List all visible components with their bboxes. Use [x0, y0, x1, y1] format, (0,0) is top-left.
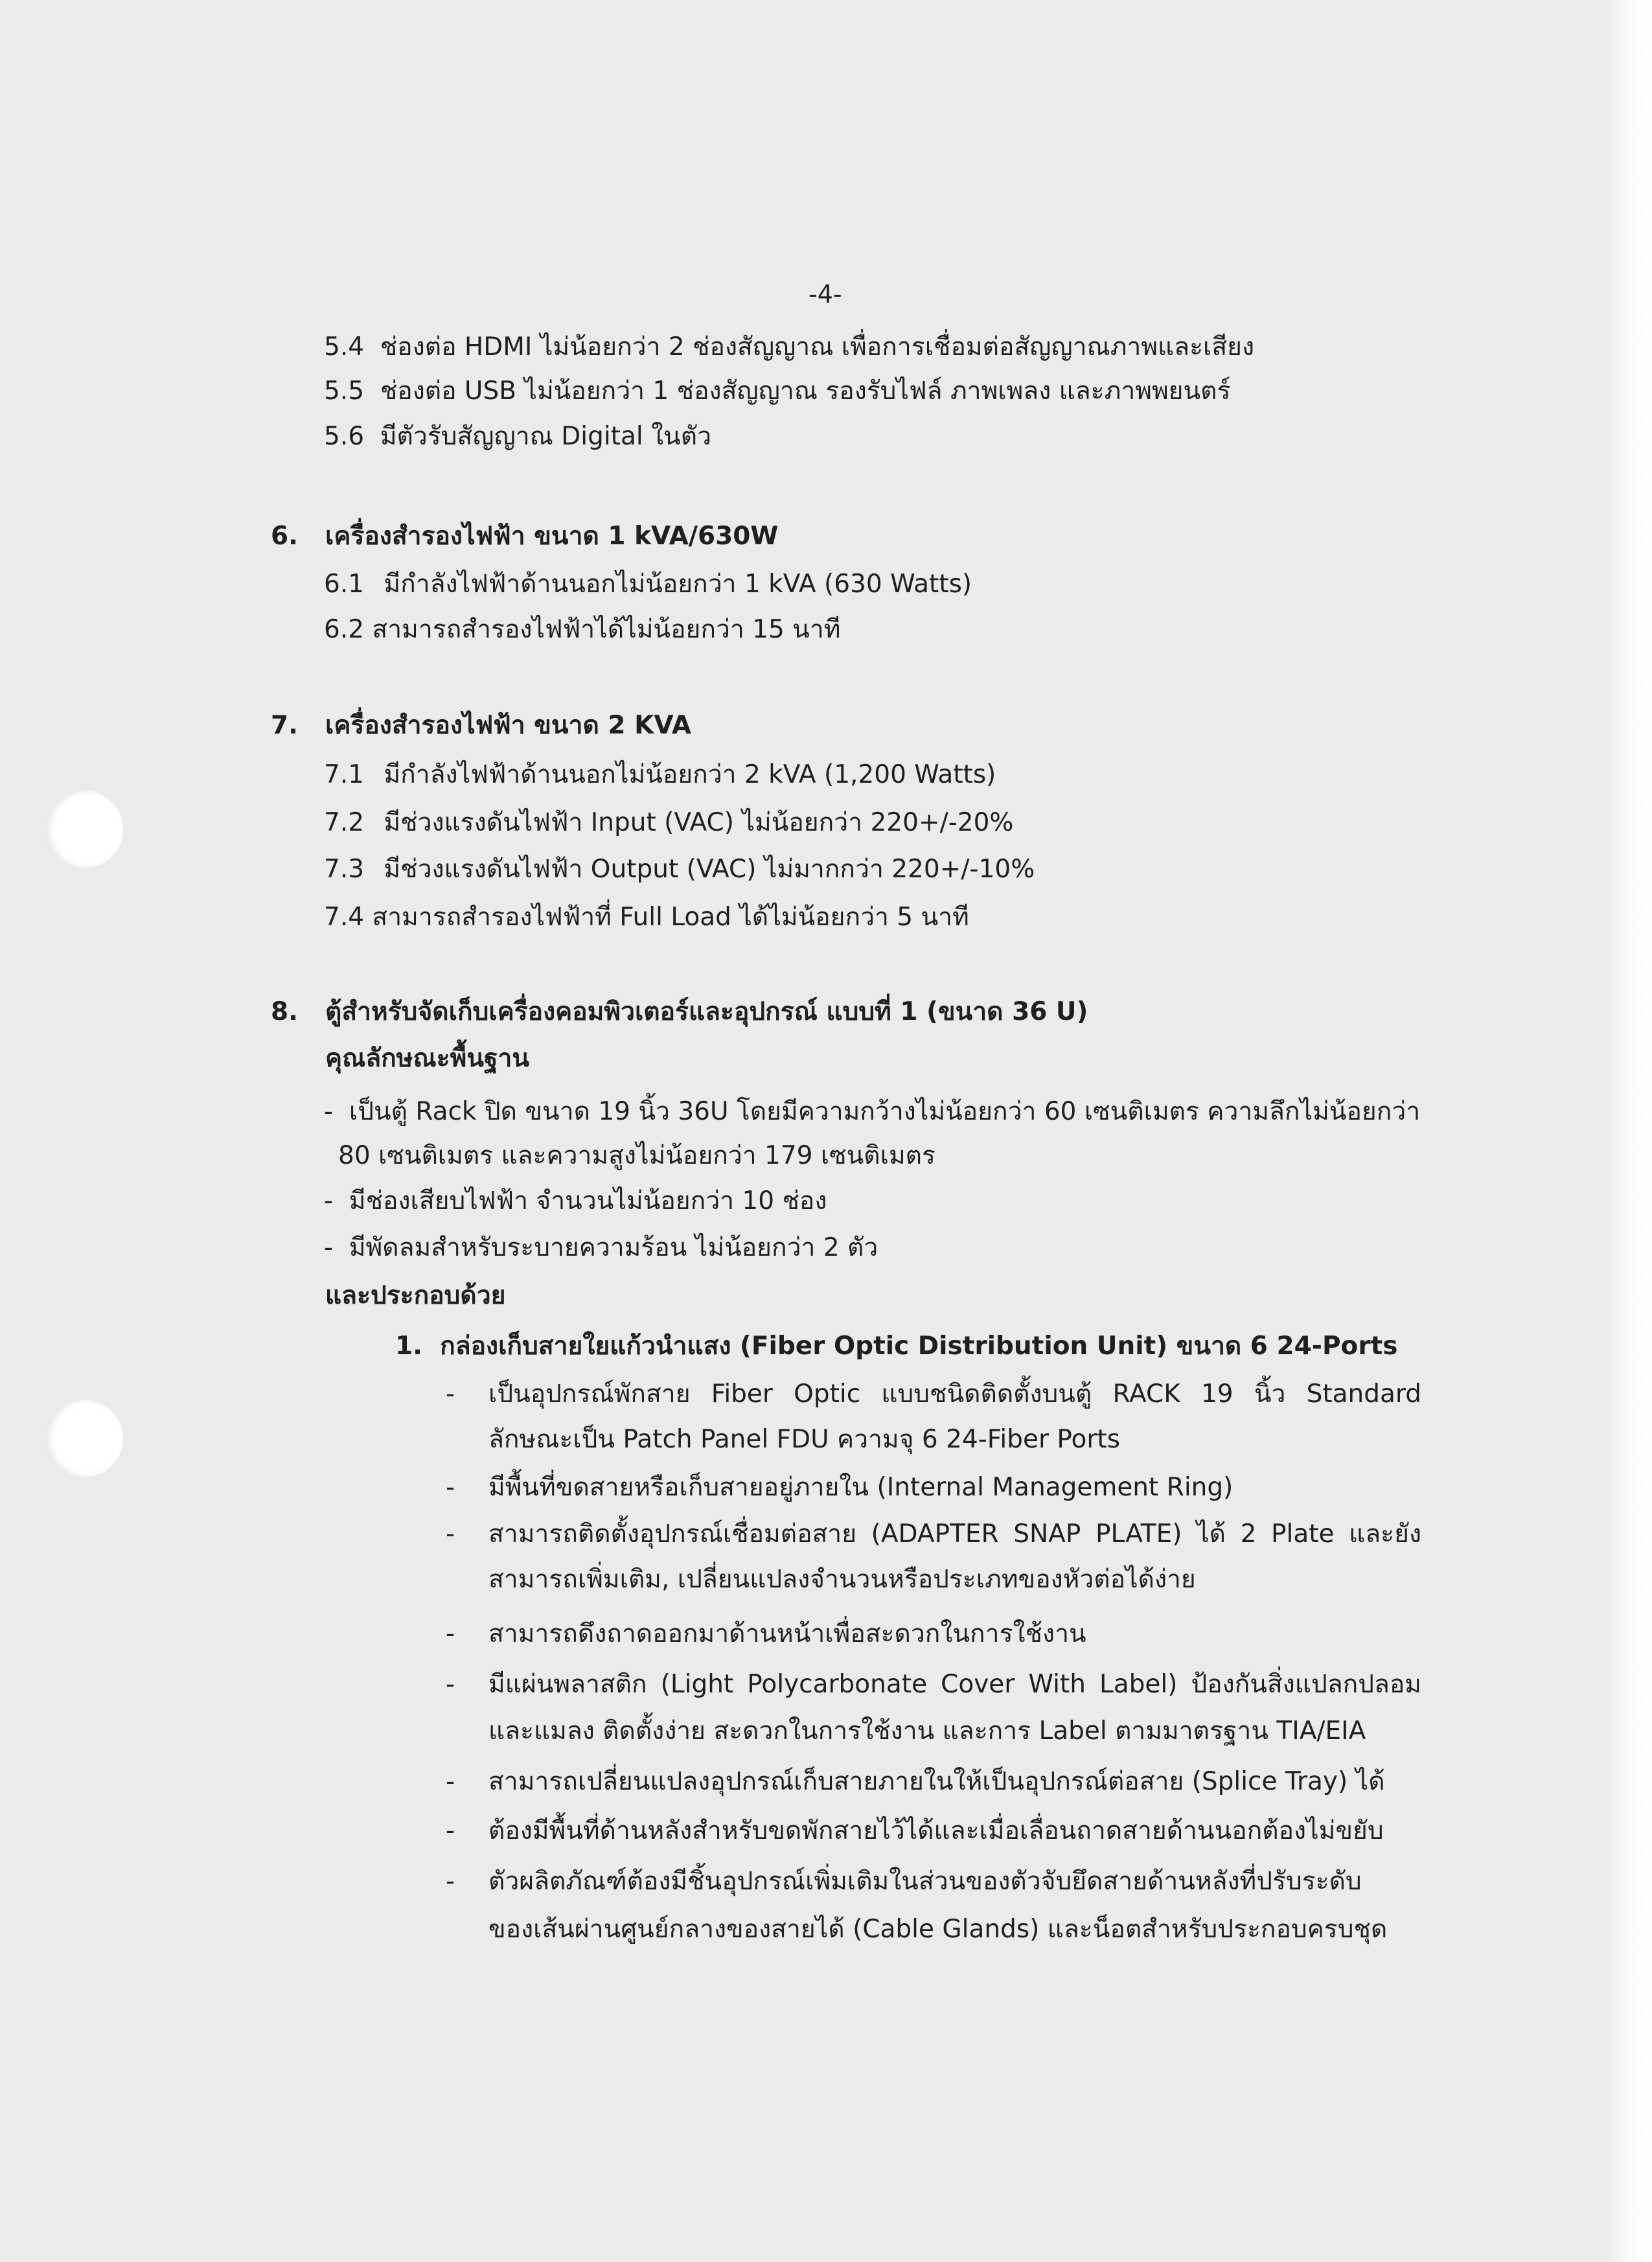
bullet-continuation: และแมลง ติดตั้งง่าย สะดวกในการใช้งาน และการ Label ตามมาตรฐาน TIA/EIA — [488, 1716, 1366, 1746]
punch-hole — [45, 1400, 123, 1477]
subsection-number: 1. — [395, 1332, 422, 1361]
bullet-dash: - — [324, 1097, 334, 1126]
section-number: 8. — [271, 997, 298, 1026]
item-text: มีกำลังไฟฟ้าด้านนอกไม่น้อยกว่า 1 kVA (630 Watts) — [384, 570, 972, 599]
section-subheading: คุณลักษณะพื้นฐาน — [325, 1044, 530, 1073]
item-number: 5.5 — [324, 376, 365, 406]
bullet-item — [324, 1094, 1420, 1130]
bullet-text: มีพัดลมสำหรับระบายความร้อน ไม่น้อยกว่า 2 ตัว — [349, 1233, 878, 1262]
bullet-text: เป็นตู้ Rack ปิด ขนาด 19 นิ้ว 36U โดยมีความกว้างไม่น้อยกว่า 60 เซนติเมตร ความลึกไม่น้อยกว่า — [349, 1097, 1421, 1126]
bullet-continuation: 80 เซนติเมตร และความสูงไม่น้อยกว่า 179 เซนติเมตร — [338, 1141, 935, 1170]
bullet-text: สามารถดึงถาดออกมาด้านหน้าเพื่อสะดวกในการใช้งาน — [488, 1619, 1086, 1648]
bullet-continuation: ของเส้นผ่านศูนย์กลางของสายได้ (Cable Glands) และน็อตสำหรับประกอบครบชุด — [488, 1915, 1388, 1944]
bullet-text: ต้องมีพื้นที่ด้านหลังสำหรับขดพักสายไว้ได้และเมื่อเลื่อนถาดสายด้านนอกต้องไม่ขยับ — [488, 1816, 1384, 1845]
list-item: 6.2 สามารถสำรองไฟฟ้าได้ไม่น้อยกว่า 15 นาที — [324, 615, 841, 644]
bullet-dash: - — [446, 1670, 455, 1699]
list-item — [324, 851, 1035, 888]
bullet-dash: - — [446, 1767, 455, 1796]
bullet-dash: - — [446, 1519, 455, 1549]
bullet-text: มีแผ่นพลาสติก (Light Polycarbonate Cover With Label) ป้องกันสิ่งแปลกปลอม — [488, 1670, 1421, 1699]
page-number: -4- — [809, 280, 842, 308]
bullet-text: มีช่องเสียบไฟฟ้า จำนวนไม่น้อยกว่า 10 ช่อง — [349, 1186, 827, 1216]
list-item — [324, 566, 972, 603]
item-text: ช่องต่อ HDMI ไม่น้อยกว่า 2 ช่องสัญญาณ เพื่อการเชื่อมต่อสัญญาณภาพและเสียง — [380, 332, 1255, 362]
bullet-dash: - — [446, 1867, 455, 1896]
list-item — [324, 419, 711, 455]
bullet-dash: - — [324, 1233, 334, 1262]
bullet-item — [324, 1183, 827, 1219]
bullet-text: มีพื้นที่ขดสายหรือเก็บสายอยู่ภายใน (Internal Management Ring) — [488, 1473, 1233, 1502]
page-edge — [1607, 0, 1652, 2262]
section-heading: ตู้สำหรับจัดเก็บเครื่องคอมพิวเตอร์และอุปกรณ์ แบบที่ 1 (ขนาด 36 U) — [325, 997, 1088, 1026]
item-number: 6.1 — [324, 570, 365, 599]
item-text: ช่องต่อ USB ไม่น้อยกว่า 1 ช่องสัญญาณ รองรับไฟล์ ภาพเพลง และภาพพยนตร์ — [380, 376, 1231, 406]
bullet-dash: - — [324, 1186, 334, 1216]
item-text: มีช่วงแรงดันไฟฟ้า Input (VAC) ไม่น้อยกว่า 220+/-20% — [384, 808, 1014, 837]
list-item: 7.4 สามารถสำรองไฟฟ้าที่ Full Load ได้ไม่น้อยกว่า 5 นาที — [324, 903, 969, 932]
item-text: มีตัวรับสัญญาณ Digital ในตัว — [380, 422, 712, 451]
item-text: มีช่วงแรงดันไฟฟ้า Output (VAC) ไม่มากกว่า 220+/-10% — [384, 855, 1035, 884]
item-number: 5.6 — [324, 422, 365, 451]
list-item — [324, 805, 1013, 841]
bullet-dash: - — [446, 1619, 455, 1648]
consists-of-label: และประกอบด้วย — [325, 1281, 506, 1310]
section-number: 7. — [271, 711, 298, 740]
bullet-text: สามารถติดตั้งอุปกรณ์เชื่อมต่อสาย (ADAPTER SNAP PLATE) ได้ 2 Plate และยัง — [488, 1519, 1421, 1549]
punch-hole — [45, 791, 123, 868]
bullet-dash: - — [446, 1816, 455, 1845]
bullet-dash: - — [446, 1379, 455, 1409]
subsection-title: กล่องเก็บสายใยแก้วนำแสง (Fiber Optic Distribution Unit) ขนาด 6 24-Ports — [440, 1332, 1398, 1361]
list-item — [324, 757, 996, 793]
section-heading: เครื่องสำรองไฟฟ้า ขนาด 2 KVA — [325, 711, 692, 740]
list-item — [324, 373, 1230, 410]
bullet-text: สามารถเปลี่ยนแปลงอุปกรณ์เก็บสายภายในให้เป็นอุปกรณ์ต่อสาย (Splice Tray) ได้ — [488, 1767, 1385, 1796]
item-number: 7.2 — [324, 808, 365, 837]
item-number: 7.3 — [324, 855, 365, 884]
bullet-text: ตัวผลิตภัณฑ์ต้องมีชิ้นอุปกรณ์เพิ่มเติมในส่วนของตัวจับยึดสายด้านหลังที่ปรับระดับ — [488, 1867, 1362, 1896]
item-number: 5.4 — [324, 332, 365, 362]
section-heading: เครื่องสำรองไฟฟ้า ขนาด 1 kVA/630W — [325, 522, 779, 551]
section-number: 6. — [271, 522, 298, 551]
item-text: มีกำลังไฟฟ้าด้านนอกไม่น้อยกว่า 2 kVA (1,200 Watts) — [384, 760, 996, 789]
bullet-item — [324, 1230, 878, 1266]
bullet-continuation: สามารถเพิ่มเติม, เปลี่ยนแปลงจำนวนหรือประเภทของหัวต่อได้ง่าย — [488, 1565, 1196, 1594]
bullet-text: เป็นอุปกรณ์พักสาย Fiber Optic แบบชนิดติดตั้งบนตู้ RACK 19 นิ้ว Standard — [488, 1379, 1421, 1409]
item-number: 7.1 — [324, 760, 365, 789]
bullet-continuation: ลักษณะเป็น Patch Panel FDU ความจุ 6 24-Fiber Ports — [488, 1425, 1121, 1454]
bullet-dash: - — [446, 1473, 455, 1502]
list-item — [324, 329, 1254, 365]
subsection-heading — [395, 1328, 1397, 1365]
